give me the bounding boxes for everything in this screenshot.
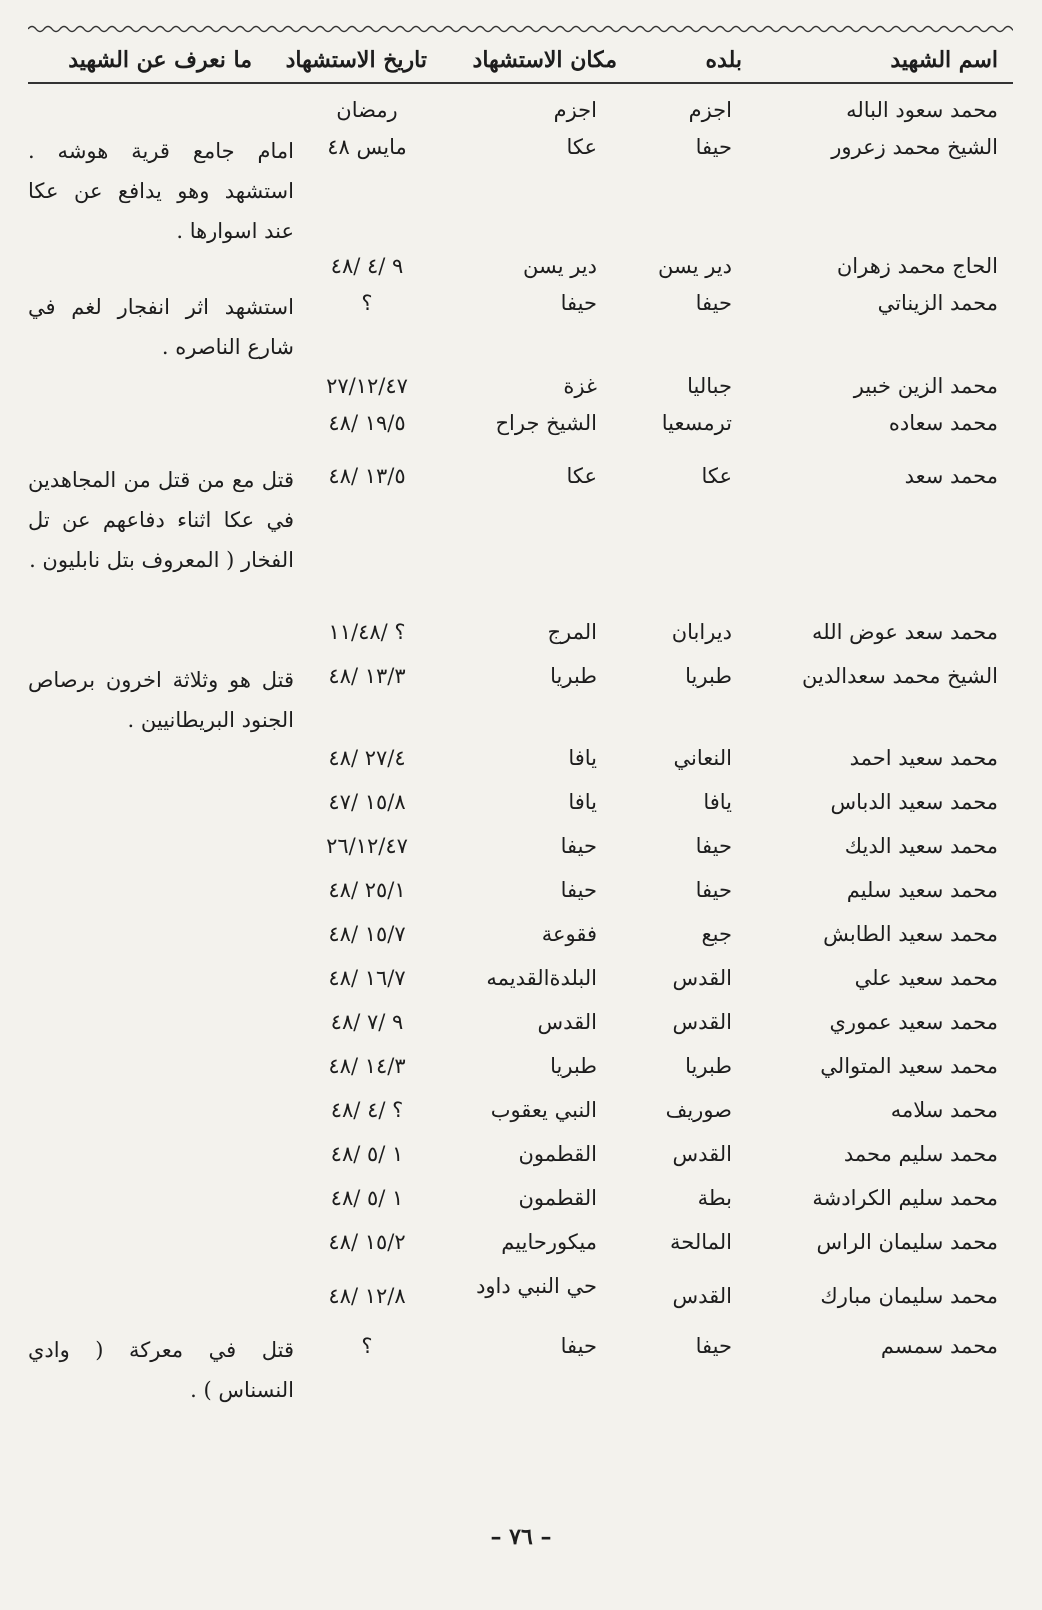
martyr-town: جبع bbox=[701, 922, 732, 946]
martyr-name: محمد سعيد الدباس bbox=[830, 790, 998, 814]
martyr-note: استشهد اثر انفجار لغم في شارع الناصره . bbox=[28, 295, 294, 359]
martyr-town: القدس bbox=[672, 1142, 732, 1166]
martyr-name: محمد سعيد الطابش bbox=[823, 922, 998, 946]
martyr-town: جباليا bbox=[687, 374, 732, 398]
martyr-town: ديرابان bbox=[671, 620, 732, 644]
martyr-name: محمد الزيناتي bbox=[877, 291, 998, 315]
martyrdom-place: طبريا bbox=[550, 664, 597, 688]
martyr-name: محمد سعيد عموري bbox=[829, 1010, 998, 1034]
header-town: بلده bbox=[705, 47, 742, 73]
martyrdom-place: المرج bbox=[547, 620, 597, 644]
martyr-town: المالحة bbox=[670, 1230, 732, 1254]
martyr-town: حيفا bbox=[695, 135, 732, 159]
martyr-name: الحاج محمد زهران bbox=[836, 254, 998, 278]
martyr-note: امام جامع قرية هوشه . استشهد وهو يدافع عن عكا عند اسوارها . bbox=[28, 139, 294, 243]
martyr-town: عكا bbox=[701, 464, 732, 488]
martyr-town: حيفا bbox=[695, 291, 732, 315]
martyrdom-date: ١٣/٣ /٤٨ bbox=[328, 664, 406, 688]
header-note: ما نعرف عن الشهيد bbox=[68, 47, 252, 73]
martyr-town: بطة bbox=[697, 1186, 732, 1210]
martyr-name: محمد سمسم bbox=[880, 1334, 998, 1358]
martyr-name: الشيخ محمد سعدالدين bbox=[801, 664, 998, 688]
martyrdom-date: ٢٥/١ /٤٨ bbox=[328, 878, 406, 902]
martyr-town: القدس bbox=[672, 966, 732, 990]
martyrdom-place: النبي يعقوب bbox=[490, 1098, 597, 1122]
martyr-name: محمد سليمان مبارك bbox=[820, 1284, 998, 1308]
martyr-town: حيفا bbox=[695, 878, 732, 902]
martyrdom-place: حيفا bbox=[560, 834, 597, 858]
martyrdom-date: ٢٧/٤ /٤٨ bbox=[328, 746, 406, 770]
martyr-name: محمد سعد عوض الله bbox=[812, 620, 998, 644]
martyrdom-place: القطمون bbox=[518, 1142, 597, 1166]
martyr-town: طبريا bbox=[685, 664, 732, 688]
martyr-name: محمد سعيد الديك bbox=[844, 834, 998, 858]
martyrdom-place: طبريا bbox=[550, 1054, 597, 1078]
martyrdom-date: مايس ٤٨ bbox=[327, 135, 407, 159]
martyrdom-date: ١٥/٢ /٤٨ bbox=[328, 1230, 406, 1254]
martyr-name: محمد سعيد علي bbox=[854, 966, 998, 990]
table-header bbox=[0, 40, 1042, 80]
martyrdom-place: القدس bbox=[537, 1010, 597, 1034]
martyr-name: محمد سليم محمد bbox=[843, 1142, 998, 1166]
martyr-town: حيفا bbox=[695, 1334, 732, 1358]
martyr-town: القدس bbox=[672, 1284, 732, 1308]
page-number: – ٧٦ – bbox=[490, 1524, 552, 1550]
martyr-name: محمد الزين خبير bbox=[853, 374, 998, 398]
martyr-name: محمد سعيد احمد bbox=[849, 746, 998, 770]
martyrdom-place: اجزم bbox=[553, 98, 597, 122]
martyrdom-date: ؟ bbox=[361, 291, 373, 315]
martyrdom-place: حيفا bbox=[560, 1334, 597, 1358]
martyrdom-date: ١٩/٥ /٤٨ bbox=[328, 411, 406, 435]
martyr-name: محمد سليمان الراس bbox=[816, 1230, 998, 1254]
martyr-town: صوريف bbox=[665, 1098, 732, 1122]
martyr-name: محمد سعد bbox=[904, 464, 998, 488]
martyrdom-date: ؟ /٤ /٤٨ bbox=[330, 1098, 404, 1122]
martyrdom-date: ١ /٥ /٤٨ bbox=[330, 1142, 404, 1166]
martyrdom-place: عكا bbox=[566, 464, 597, 488]
martyrdom-date: رمضان bbox=[336, 98, 398, 122]
martyrdom-place: حيفا bbox=[560, 291, 597, 315]
decorative-wavy-rule bbox=[28, 22, 1013, 36]
martyrdom-place: حيفا bbox=[560, 878, 597, 902]
martyr-town: يافا bbox=[703, 790, 732, 814]
martyrdom-date: ١٦/٧ /٤٨ bbox=[328, 966, 406, 990]
martyr-town: دير يسن bbox=[657, 254, 732, 278]
martyrdom-place: عكا bbox=[566, 135, 597, 159]
martyrdom-place: يافا bbox=[568, 746, 597, 770]
martyr-name: محمد سعود الباله bbox=[846, 98, 998, 122]
martyr-name: محمد سلامه bbox=[890, 1098, 998, 1122]
martyrdom-date: ١٥/٧ /٤٨ bbox=[328, 922, 406, 946]
header-name: اسم الشهيد bbox=[890, 47, 998, 73]
header-rule bbox=[28, 82, 1013, 84]
martyrdom-place: الشيخ جراح bbox=[495, 411, 597, 435]
martyrdom-place: دير يسن bbox=[522, 254, 597, 278]
martyrdom-date: ١٥/٨ /٤٧ bbox=[328, 790, 406, 814]
header-place: مكان الاستشهاد bbox=[472, 47, 617, 73]
martyrdom-date: ١٤/٣ /٤٨ bbox=[328, 1054, 406, 1078]
martyrdom-date: ٢٦/١٢/٤٧ bbox=[326, 834, 408, 858]
martyr-name: محمد سعيد المتوالي bbox=[820, 1054, 998, 1078]
martyr-name: محمد سعيد سليم bbox=[846, 878, 998, 902]
martyr-name: محمد سليم الكرادشة bbox=[812, 1186, 998, 1210]
martyrdom-date: ١ /٥ /٤٨ bbox=[330, 1186, 404, 1210]
martyrdom-place: غزة bbox=[563, 374, 597, 398]
martyrdom-place: ميكورحاييم bbox=[501, 1230, 597, 1254]
martyr-note: قتل في معركة ( وادي النسناس ) . bbox=[28, 1338, 294, 1402]
martyrdom-place: البلدةالقديمه bbox=[486, 966, 597, 990]
martyrdom-place: يافا bbox=[568, 790, 597, 814]
martyrdom-place: فقوعة bbox=[541, 922, 597, 946]
martyr-town: اجزم bbox=[688, 98, 732, 122]
martyr-town: طبريا bbox=[685, 1054, 732, 1078]
martyrdom-date: ٩ /٧ /٤٨ bbox=[330, 1010, 404, 1034]
martyr-name: الشيخ محمد زعرور bbox=[831, 135, 998, 159]
martyrdom-date: ١٢/٨ /٤٨ bbox=[328, 1284, 406, 1308]
martyr-town: ترمسعيا bbox=[661, 411, 732, 435]
martyr-town: القدس bbox=[672, 1010, 732, 1034]
martyr-note: قتل مع من قتل من المجاهدين في عكا اثناء دفاعهم عن تل الفخار ( المعروف بتل نابليون . bbox=[28, 468, 294, 572]
header-date: تاريخ الاستشهاد bbox=[285, 47, 427, 73]
martyrdom-date: ؟ /١١/٤٨ bbox=[328, 620, 406, 644]
martyrdom-date: ١٣/٥ /٤٨ bbox=[328, 464, 406, 488]
martyrdom-place: القطمون bbox=[518, 1186, 597, 1210]
martyrdom-place: حي النبي داود bbox=[476, 1274, 597, 1298]
martyr-town: النعاني bbox=[673, 746, 732, 770]
martyrdom-date: ٢٧/١٢/٤٧ bbox=[326, 374, 408, 398]
martyrdom-date: ؟ bbox=[361, 1334, 373, 1358]
martyr-note: قتل هو وثلاثة اخرون برصاص الجنود البريطانيين . bbox=[28, 668, 294, 732]
martyrdom-date: ٩ /٤ /٤٨ bbox=[330, 254, 404, 278]
martyr-name: محمد سعاده bbox=[888, 411, 998, 435]
martyr-town: حيفا bbox=[695, 834, 732, 858]
